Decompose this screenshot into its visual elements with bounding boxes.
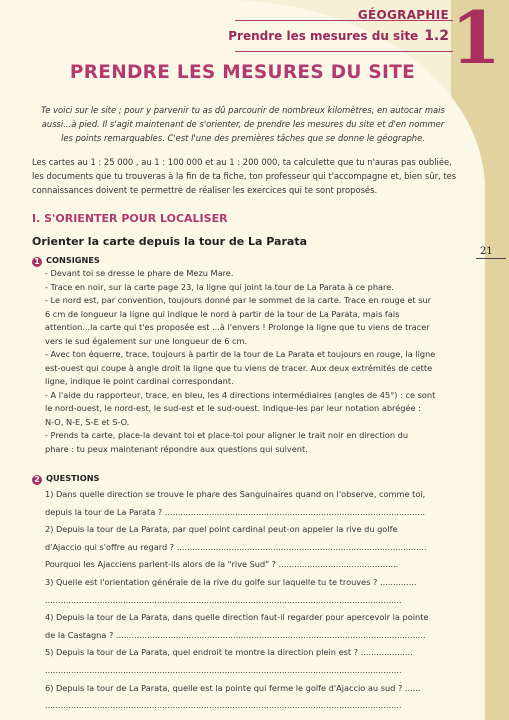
- question-line: 4) Depuis la tour de La Parata, dans quelle direction faut-il regarder pour apercevoir la pointe: [45, 612, 429, 623]
- question-line: 2) Depuis la tour de La Parata, par quel point cardinal peut-on appeler la rive du golfe: [45, 524, 398, 535]
- consigne-line: ligne, indique le point cardinal correspondant.: [45, 376, 234, 386]
- page-title: PRENDRE LES MESURES DU SITE: [69, 62, 416, 83]
- answer-dots-line[interactable]: .........................................................................................................................................: [45, 700, 402, 711]
- consigne-line: - Avec ton équerre, trace, toujours à partir de la tour de La Parata et toujours en rouge, la ligne: [45, 349, 436, 359]
- consigne-line: 6 cm de longueur la ligne qui indique le nord à partir de la tour de La Parata, mais fais: [45, 308, 400, 319]
- materials-text: Les cartes au 1 : 25 000 , au 1 : 100 000 et au 1 : 200 000, ta calculette que tu n'auras pas oubliée, les documents que tu trouveras à la fin de ta fiche, ton professeur qui t'accompagne et, bien sûr, tes connaissances doivent te permettre de réaliser les exercices qui te sont proposés.: [32, 157, 457, 195]
- question-line[interactable]: de la Castagna ? .......................................................................................................................: [45, 629, 426, 640]
- consignes-list: [45, 267, 465, 456]
- consigne-line: - Devant toi se dresse le phare de Mezu Mare.: [45, 268, 234, 278]
- question-line[interactable]: d'Ajaccio qui s'offre au regard ? ................................................................................................: [45, 541, 427, 552]
- consignes-label: CONSIGNES: [46, 255, 100, 265]
- consignes-heading: [32, 255, 100, 267]
- consigne-line: - Prends ta carte, place-la devant toi et place-toi pour aligner le trait noir en direction du: [45, 430, 409, 440]
- consigne-line: - Trace en noir, sur la carte page 23, la ligne qui joint la tour de La Parata à ce phare.: [45, 281, 394, 292]
- section-number: 1.2: [424, 28, 449, 44]
- consignes-bullet-icon: 1: [32, 257, 42, 267]
- question-line[interactable]: depuis la tour de La Parata ? ....................................................................................................: [45, 506, 426, 517]
- consigne-line: phare : tu peux maintenant répondre aux questions qui suivent.: [45, 443, 308, 454]
- section-heading: [228, 28, 449, 44]
- question-line[interactable]: 6) Depuis la tour de La Parata, quelle est la pointe qui ferme le golfe d'Ajaccio au sud ? ......: [45, 682, 421, 693]
- consigne-line: vers le sud également sur une longueur de 6 cm.: [45, 335, 248, 346]
- consigne-line: - A l'aide du rapporteur, trace, en bleu, les 4 directions intermédiaires (angles de 45°) : ce sont: [45, 389, 436, 400]
- questions-heading: [32, 473, 99, 485]
- question-line[interactable]: 3) Quelle est l'orientation générale de la rive du golfe sur laquelle tu te trouves ? ..............: [45, 576, 417, 587]
- chapter-number: 1: [450, 0, 501, 80]
- page-number: 21: [480, 246, 493, 257]
- questions-list: [45, 486, 445, 715]
- consigne-line: le nord-ouest, le nord-est, le sud-est et le sud-ouest. Indique-les par leur notation abrégée :: [45, 403, 421, 413]
- answer-dots-line[interactable]: .........................................................................................................................................: [45, 594, 402, 605]
- questions-bullet-icon: 2: [32, 475, 42, 485]
- section-label: Prendre les mesures du site: [228, 29, 419, 43]
- questions-label: QUESTIONS: [46, 473, 100, 483]
- subject-label: GÉOGRAPHIE: [357, 8, 449, 22]
- question-line[interactable]: 5) Depuis la tour de La Parata, quel endroit te montre la direction plein est ? ....................: [45, 647, 413, 658]
- intro-text: Te voici sur le site ; pour y parvenir tu as dû parcourir de nombreux kilomètres, en autocar mais aussi...à pied. Il s'agit maintenant de s'orienter, de prendre les mesures du site et d'en nommer les points remarquables. C'est l'une des premières tâches que se donne le géographe.: [41, 105, 445, 143]
- question-line[interactable]: Pourquoi les Ajacciens parlent-ils alors de la "rive Sud" ? ..............................................: [45, 559, 399, 570]
- page-number-rule: [476, 258, 506, 259]
- consigne-line: est-ouest qui coupe à angle droit la ligne que tu viens de tracer. Aux deux extrémités de cette: [45, 362, 433, 373]
- question-line: 1) Dans quelle direction se trouve le phare des Sanguinaires quand on l'observe, comme toi,: [45, 489, 426, 499]
- consigne-line: - Le nord est, par convention, toujours donné par le sommet de la carte. Trace en rouge et sur: [45, 295, 432, 305]
- consigne-line: attention...la carte qui t'es proposée est ...à l'envers ! Prolonge la ligne que tu viens de tracer: [45, 322, 430, 332]
- consigne-line: N-O, N-E, S-E et S-O.: [45, 416, 130, 427]
- subsection-title: Orienter la carte depuis la tour de La Parata: [32, 235, 308, 248]
- answer-dots-line[interactable]: .........................................................................................................................................: [45, 664, 402, 675]
- section-title: I. S'ORIENTER POUR LOCALISER: [32, 212, 228, 225]
- header-rule-bottom: [235, 51, 453, 52]
